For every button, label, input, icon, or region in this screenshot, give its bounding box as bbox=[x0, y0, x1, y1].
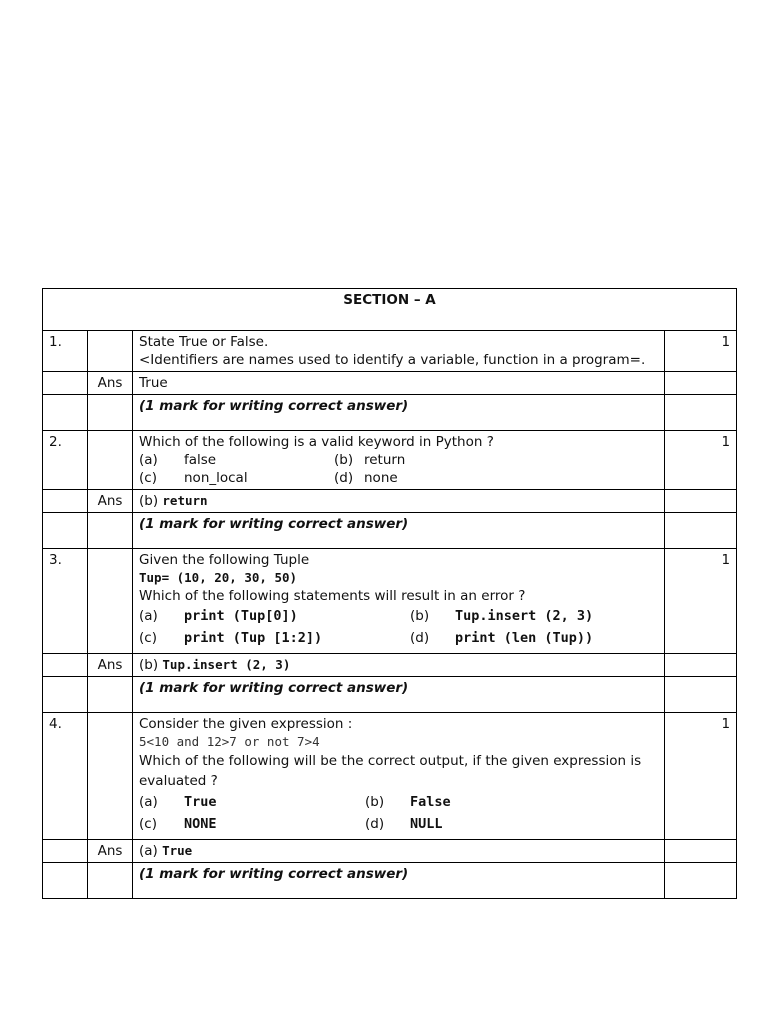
answer-row-4 bbox=[43, 840, 737, 863]
question-text bbox=[133, 431, 665, 490]
question-stem-2: Which of the following will be the correct output, if the given expression is evaluated ? bbox=[139, 753, 642, 789]
option-text: none bbox=[364, 470, 398, 486]
marks: 1 bbox=[665, 713, 737, 840]
question-row-3 bbox=[43, 549, 737, 654]
answer-prefix: (b) bbox=[139, 657, 159, 673]
question-stem-2: Which of the following statements will result in an error ? bbox=[139, 588, 526, 604]
marking-scheme: (1 mark for writing correct answer) bbox=[133, 395, 665, 431]
option-label: (d) bbox=[334, 470, 354, 486]
option-text: False bbox=[410, 794, 451, 810]
option-label: (a) bbox=[139, 452, 158, 468]
answer-row-2 bbox=[43, 490, 737, 513]
option-text: Tup.insert (2, 3) bbox=[455, 608, 594, 624]
answer-text bbox=[133, 490, 665, 513]
section-header-row bbox=[43, 289, 737, 331]
scheme-row-3 bbox=[43, 677, 737, 713]
ans-label: Ans bbox=[88, 372, 133, 395]
ans-label: Ans bbox=[88, 840, 133, 863]
marking-scheme: (1 mark for writing correct answer) bbox=[133, 513, 665, 549]
option-text: print (Tup [1:2]) bbox=[184, 630, 323, 646]
answer-prefix: (b) bbox=[139, 493, 159, 509]
scheme-row-4 bbox=[43, 863, 737, 899]
question-stem: Given the following Tuple bbox=[139, 552, 310, 568]
marks: 1 bbox=[665, 331, 737, 372]
answer-text: True bbox=[133, 372, 665, 395]
question-text bbox=[133, 549, 665, 654]
question-code: 5<10 and 12>7 or not 7>4 bbox=[139, 734, 320, 749]
marking-scheme: (1 mark for writing correct answer) bbox=[133, 863, 665, 899]
question-row-2 bbox=[43, 431, 737, 490]
option-label: (b) bbox=[334, 452, 354, 468]
option-text: NONE bbox=[184, 816, 217, 832]
ans-label: Ans bbox=[88, 654, 133, 677]
options bbox=[139, 451, 658, 487]
answer-text bbox=[133, 840, 665, 863]
answer-row-3 bbox=[43, 654, 737, 677]
question-code: Tup= (10, 20, 30, 50) bbox=[139, 570, 298, 585]
option-label: (d) bbox=[410, 630, 430, 646]
answer-row-1 bbox=[43, 372, 737, 395]
answer-text bbox=[133, 654, 665, 677]
option-text: print (Tup[0]) bbox=[184, 608, 298, 624]
option-label: (d) bbox=[365, 816, 385, 832]
option-text: NULL bbox=[410, 816, 443, 832]
question-number: 1. bbox=[43, 331, 88, 372]
question-row-1 bbox=[43, 331, 737, 372]
option-label: (c) bbox=[139, 630, 157, 646]
option-label: (a) bbox=[139, 608, 158, 624]
option-text: print (len (Tup)) bbox=[455, 630, 594, 646]
questions-table bbox=[42, 288, 737, 899]
option-label: (a) bbox=[139, 794, 158, 810]
question-text bbox=[133, 331, 665, 372]
options bbox=[139, 793, 658, 837]
options bbox=[139, 607, 658, 651]
answer-code: Tup.insert (2, 3) bbox=[162, 657, 291, 672]
answer-prefix: (a) bbox=[139, 843, 158, 859]
answer-code: True bbox=[162, 843, 193, 858]
answer-code: return bbox=[162, 493, 208, 508]
option-text: return bbox=[364, 452, 406, 468]
option-label: (c) bbox=[139, 470, 157, 486]
ans-label: Ans bbox=[88, 490, 133, 513]
scheme-row-1 bbox=[43, 395, 737, 431]
marks: 1 bbox=[665, 431, 737, 490]
question-number: 2. bbox=[43, 431, 88, 490]
question-statement: <Identifiers are names used to identify a variable, function in a program=. bbox=[139, 352, 646, 368]
option-label: (c) bbox=[139, 816, 157, 832]
question-stem: Consider the given expression : bbox=[139, 716, 353, 732]
question-row-4 bbox=[43, 713, 737, 840]
question-number: 4. bbox=[43, 713, 88, 840]
option-text: True bbox=[184, 794, 217, 810]
question-stem: State True or False. bbox=[139, 334, 269, 350]
question-stem: Which of the following is a valid keyword in Python ? bbox=[139, 434, 494, 450]
marks: 1 bbox=[665, 549, 737, 654]
marking-scheme: (1 mark for writing correct answer) bbox=[133, 677, 665, 713]
question-text bbox=[133, 713, 665, 840]
option-label: (b) bbox=[365, 794, 385, 810]
option-text: non_local bbox=[184, 470, 248, 486]
scheme-row-2 bbox=[43, 513, 737, 549]
question-number: 3. bbox=[43, 549, 88, 654]
option-label: (b) bbox=[410, 608, 430, 624]
section-title: SECTION – A bbox=[43, 289, 737, 331]
option-text: false bbox=[184, 452, 217, 468]
